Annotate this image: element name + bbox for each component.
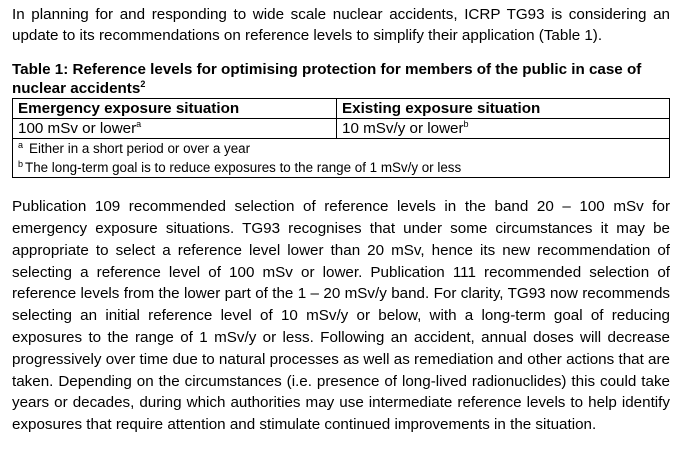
caption-footnote-mark: 2	[140, 79, 146, 90]
note-b-mark: b	[18, 159, 24, 170]
existing-value-mark: b	[463, 119, 469, 130]
table-note-b	[18, 158, 669, 177]
header-emergency: Emergency exposure situation	[13, 99, 337, 119]
note-a-mark: a	[18, 140, 24, 151]
reference-levels-table	[12, 98, 670, 178]
table-note-a	[18, 139, 669, 158]
existing-value-text: 10 mSv/y or lower	[342, 120, 464, 138]
note-b-text: The long-term goal is to reduce exposures to the range of 1 mSv/y or less	[25, 160, 462, 176]
table-caption-text: Table 1: Reference levels for optimising protection for members of the public in case of nuclear accidents	[12, 61, 642, 98]
cell-existing-value	[337, 119, 670, 139]
table-header-row	[13, 99, 670, 119]
table-notes-cell	[13, 139, 670, 178]
table-row	[13, 119, 670, 139]
table-caption	[12, 60, 670, 98]
header-existing: Existing exposure situation	[337, 99, 670, 119]
table-notes-row	[13, 139, 670, 178]
note-a-text: Either in a short period or over a year	[29, 141, 251, 157]
body-paragraph: Publication 109 recommended selection of reference levels in the band 20 – 100 mSv for emergency exposure situations. TG93 recognises that under some circumstances it may be appropriate to select a reference level lower than 20 mSv, hence its new recommendation of selecting a reference level of 100 mSv or lower. Publication 111 recommended selection of reference levels from the lower part of the 1 – 20 mSv/y band. For clarity, TG93 now recommends selecting an initial reference level of 10 mSv/y or below, with a long-term goal of reducing exposures to the range of 1 mSv/y or less. Following an accident, annual doses will decrease progressively over time due to natural processes as well as remediation and other actions that are taken. Depending on the circumstances (i.e. presence of long-lived radionuclides) this could take years or decades, during which authorities may use intermediate reference levels to help identify exposures that require attention and stimulate continued improvements in the situation.	[12, 198, 670, 434]
intro-paragraph: In planning for and responding to wide scale nuclear accidents, ICRP TG93 is considering an update to its recommendations on reference levels to simplify their application (Table 1).	[12, 6, 670, 44]
emergency-value-mark: a	[136, 119, 142, 130]
cell-emergency-value	[13, 119, 337, 139]
emergency-value-text: 100 mSv or lower	[18, 120, 137, 138]
